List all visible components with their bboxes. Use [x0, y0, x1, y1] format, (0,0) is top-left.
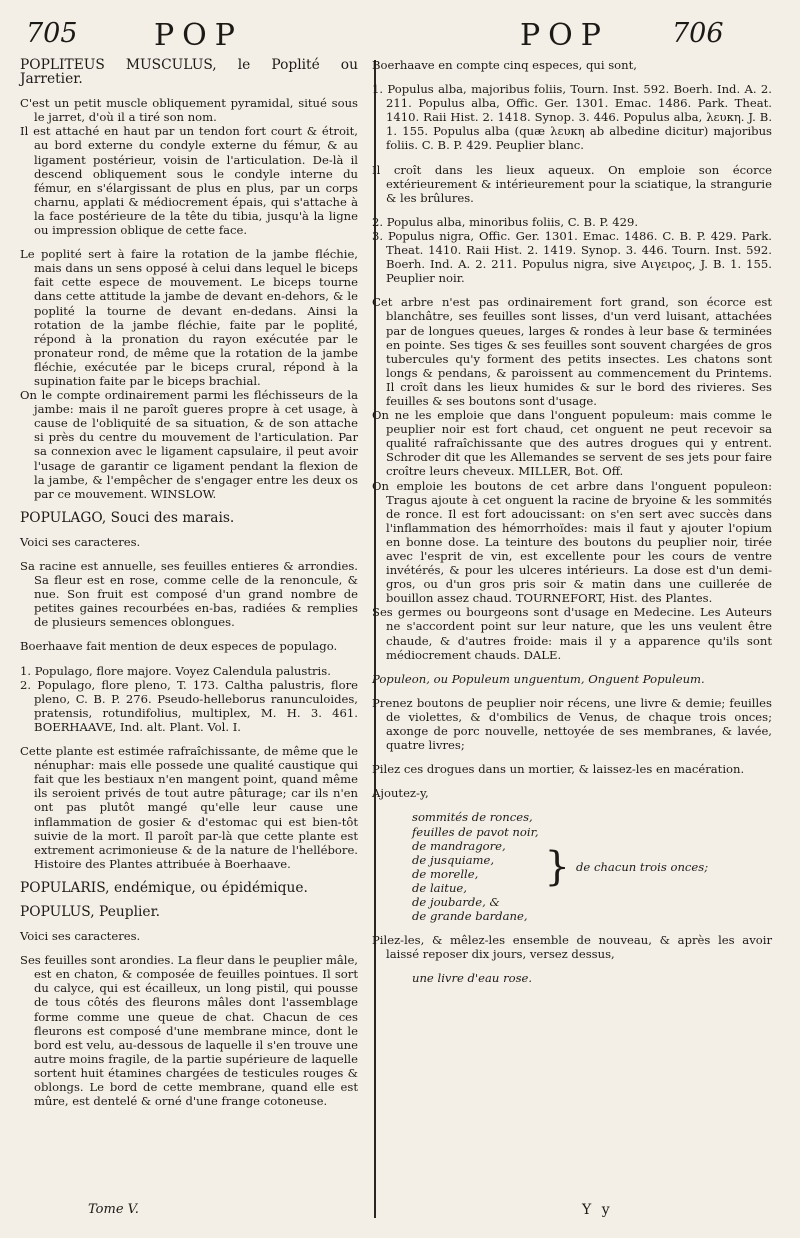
ingredient-item: sommités de ronces, — [412, 810, 533, 825]
ingredient-item: de joubarde, & — [412, 894, 500, 909]
right-running-head: POP — [520, 18, 609, 53]
volume-footer: Tome V. — [88, 1202, 139, 1217]
paragraph: Cet arbre n'est pas ordinairement fort grand, son écorce est blanchâtre, ses feuilles sont lisses, d'un verd luisant, attachées par de longues queues, larges & rondes à leur base & terminées en pointe. Ses tiges & ses feuilles sont souvent chargées de gros tubercules qu'y forment des petits insectes. Les chatons sont longs & pendans, & paroissent au commencement du Printems. Il croît dans les lieux humides & sur le bord des rivieres. Ses feuilles & ses boutons sont d'usage. — [372, 295, 772, 408]
ingredient-group — [372, 810, 772, 923]
paragraph: Sa racine est annuelle, ses feuilles entieres & arrondies. Sa fleur est en rose, comme celle de la renoncule, & nue. Son fruit est composé d'un grand nombre de petites gaines recourbées en-bas, radiées & remplies de plusieurs semences oblongues. — [20, 559, 358, 630]
entry-heading-popliteus: POPLITEUS MUSCULUS, le Poplité ou Jarretier. — [20, 57, 358, 88]
signature-mark: Y y — [582, 1202, 613, 1218]
entry-heading-populago: POPULAGO, Souci des marais. — [20, 509, 235, 526]
ingredient-item: de laitue, — [412, 880, 467, 895]
list-item: 2. Populago, flore pleno, T. 173. Caltha palustris, flore pleno, C. B. P. 276. Pseudo-helleborus ranunculoides, pratensis, rotundifolius, multiplex, M. H. 3. 461. BOERHAAVE, Ind. alt. Plant. Vol. I. — [20, 677, 358, 734]
right-page-number: 706 — [672, 18, 724, 49]
paragraph: Boerhaave en compte cinq especes, qui sont, — [372, 58, 637, 72]
list-item: 2. Populus alba, minoribus foliis, C. B. P. 429. — [372, 214, 639, 229]
ingredient-item: de jusquiame, — [412, 852, 495, 867]
recipe-title: Populeon, ou Populeum unguentum, Onguent Populeum. — [372, 671, 705, 686]
paragraph: une livre d'eau rose. — [412, 971, 533, 986]
ingredient-quantity: de chacun trois onces; — [575, 859, 709, 874]
ingredient-item: feuilles de pavot noir, — [412, 824, 539, 839]
ingredient-item: de mandragore, — [412, 838, 506, 853]
entry-heading-populus: POPULUS, Peuplier. — [20, 903, 161, 920]
entry-heading-popularis: POPULARIS, endémique, ou épidémique. — [20, 879, 308, 896]
paragraph: Le poplité sert à faire la rotation de la jambe fléchie, mais dans un sens opposé à celui dans lequel le biceps fait cette espece de mouvement. Le biceps tourne dans cette attitude la jambe de devant en-dehors, & le poplité la tourne de devant en-dedans. Ainsi la rotation de la jambe fléchie, faite par le poplité, répond à la pronation du rayon exécutée par le pronateur rond, de même que la rotation de la jambe fléchie, exécutée par le biceps crural, répond à la supination faite par le biceps brachial. — [20, 247, 358, 388]
paragraph: Pilez ces drogues dans un mortier, & laissez-les en macération. — [372, 762, 745, 777]
paragraph: C'est un petit muscle obliquement pyramidal, situé sous le jarret, d'où il a tiré son nom. — [20, 96, 358, 125]
left-column — [20, 58, 358, 1108]
paragraph: Pilez-les, & mêlez-les ensemble de nouveau, & après les avoir laissé reposer dix jours, versez dessus, — [372, 933, 772, 962]
ingredient-item: de grande bardane, — [412, 909, 528, 924]
paragraph: Ses feuilles sont arondies. La fleur dans le peuplier mâle, est en chaton, & composée de feuilles pointues. Il sort du calyce, qui est écailleux, un long pistil, qui pousse de tous côtés des fleurons mâles dont l'assemblage forme comme une queue de chat. Chacun de ces fleurons est composé d'une membrane mince, dont le bord est velu, au-dessous de laquelle il s'en trouve une autre moins fragile, de la partie supérieure de laquelle sortent huit étamines chargées de testicules rouges & oblongs. Le bord de cette membrane, quand elle est mûre, est dentelé & orné d'une frange cotoneuse. — [20, 953, 358, 1109]
paragraph: Cette plante est estimée rafraîchissante, de même que le nénuphar: mais elle possede une qualité caustique qui fait que les bestiaux n'en mangent point, quand même ils seroient privés de tout autre pâturage; car ils n'en ont pas plutôt mangé qu'elle leur cause une inflammation de gosier & d'estomac qui est bien-tôt suivie de la mort. Il paroît par-là que cette plante est extrement acrimonieuse & de la nature de l'hellébore. Histoire des Plantes attribuée à Boerhaave. — [20, 744, 358, 871]
paragraph: Il croît dans les lieux aqueux. On emploie son écorce extérieurement & intérieurement pour la sciatique, la strangurie & les brûlures. — [372, 162, 772, 205]
brace-glyph: } — [544, 843, 570, 890]
paragraph: Boerhaave fait mention de deux especes de populago. — [20, 639, 338, 654]
paragraph: Ses germes ou bourgeons sont d'usage en Medecine. Les Auteurs ne s'accordent point sur leur nature, que les uns veulent être chaude, & d'autres froide: mais il y a apparence qu'ils sont médiocrement chauds. DALE. — [372, 605, 772, 662]
ingredient-list — [412, 810, 539, 923]
list-item: 1. Populago, flore majore. Voyez Calendula palustris. — [20, 663, 331, 678]
paragraph: On emploie les boutons de cet arbre dans l'onguent populeon: Tragus ajoute à cet onguent la racine de bryoine & les sommités de ronce. Il est fort adoucissant: on s'en sert avec succès dans l'inflammation des hémorrhoïdes: mais il faut y ajouter l'opium en bonne dose. La teinture des boutons du peuplier noir, tirée avec l'esprit de vin, est excellente pour les cours de ventre invétérés, & pour les ulceres intérieurs. La dose est d'un demi-gros, ou d'un gros pris soir & matin dans une cuillerée de bouillon assez chaud. TOURNEFORT, Hist. des Plantes. — [372, 478, 772, 606]
ingredient-item: de morelle, — [412, 866, 479, 881]
recipe-paragraph: Prenez boutons de peuplier noir récens, une livre & demie; feuilles de violettes, & d'ombilics de Venus, de chaque trois onces; axonge de porc nouvelle, nettoyée de ses membranes, & lavée, quatre livres; — [372, 695, 772, 753]
list-item: 1. Populus alba, majoribus foliis, Tourn. Inst. 592. Boerh. Ind. A. 2. 211. Populus alba, Offic. Ger. 1301. Emac. 1486. Park. Theat. 1410. Raii Hist. 2. 1418. Synop. 3. 446. Populus alba, λευκη. J. B. 1. 155. Populus alba (quæ λευκη ab albedine dicitur) majoribus foliis. C. B. P. 429. Peuplier blanc. — [372, 82, 772, 153]
list-item: 3. Populus nigra, Offic. Ger. 1301. Emac. 1486. C. B. P. 429. Park. Theat. 1410. Raii Hist. 2. 1419. Synop. 3. 446. Tourn. Inst. 592. Boerh. Ind. A. 2. 211. Populus nigra, sive Αιγειρος, J. B. 1. 155. Peuplier noir. — [372, 228, 772, 286]
paragraph: Il est attaché en haut par un tendon fort court & étroit, au bord externe du condyle externe du fémur, & au ligament postérieur, voisin de l'articulation. De-là il descend obliquement sous le condyle interne du fémur, en s'élargissant de plus en plus, par un corps charnu, applati & médiocrement épais, qui s'attache à la face postérieure de la tête du tibia, jusqu'à la ligne ou impression oblique de cette face. — [20, 124, 358, 238]
paragraph: On le compte ordinairement parmi les fléchisseurs de la jambe: mais il ne paroît gueres propre à cet usage, à cause de l'obliquité de sa situation, & de son attache si près du centre du mouvement de l'articulation. Par sa connexion avec le ligament capsulaire, il peut avoir l'usage de garantir ce ligament pendant la flexion de la jambe, & l'empêcher de s'engager entre les deux os par ce mouvement. WINSLOW. — [20, 388, 358, 501]
left-running-head: POP — [154, 18, 243, 53]
paragraph: Voici ses caracteres. — [20, 534, 141, 549]
left-page-number: 705 — [26, 18, 78, 49]
paragraph: Voici ses caracteres. — [20, 929, 141, 944]
right-column — [372, 58, 772, 985]
paragraph: On ne les emploie que dans l'onguent populeum: mais comme le peuplier noir est fort chaud, cet onguent ne peut recevoir sa qualité rafraîchissante que des autres drogues qui y entrent. Schroder dit que les Allemandes se servent de ses jets pour faire croître leurs cheveux. MILLER, Bot. Off. — [372, 408, 772, 479]
paragraph: Ajoutez-y, — [372, 786, 429, 801]
